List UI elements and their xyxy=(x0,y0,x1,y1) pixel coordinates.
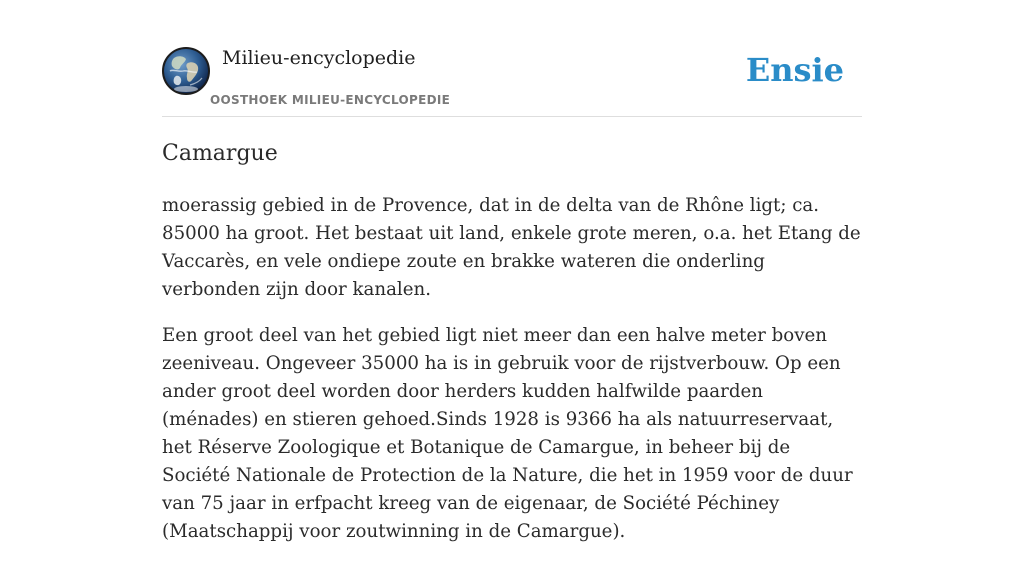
article-paragraph: Een groot deel van het gebied ligt niet meer dan een halve meter boven zeeniveau. Ongeveer 35000 ha is in gebruik voor de rijstverbouw. Op een ander groot deel worden door herders kudden halfwilde paarden (ménades) en stieren gehoed.Sinds 1928 is 9366 ha als natuurreservaat, het Réserve Zoologique et Botanique de Camargue, in beheer bij de Société Nationale de Protection de la Nature, die het in 1959 voor de duur van 75 jaar in erfpacht kreeg van de eigenaar, de Société Péchiney (Maatschappij voor zoutwinning in de Camargue). xyxy=(162,325,853,542)
site-name[interactable]: Milieu-encyclopedie xyxy=(222,47,416,69)
article-paragraph: moerassig gebied in de Provence, dat in de delta van de Rhône ligt; ca. 85000 ha groot. Het bestaat uit land, enkele grote meren, o.a. het Etang de Vaccarès, en vele ondiepe zoute en brakke wateren die onderling verbonden zijn door kanalen. xyxy=(162,195,861,300)
article-title: Camargue xyxy=(162,141,278,166)
ensie-brand-link[interactable]: Ensie xyxy=(745,51,844,89)
site-header xyxy=(162,46,862,117)
site-subtitle: OOSTHOEK MILIEU-ENCYCLOPEDIE xyxy=(210,93,451,107)
earth-globe-graphic xyxy=(164,49,208,93)
earth-globe-icon[interactable] xyxy=(162,47,210,95)
article-body xyxy=(162,192,862,564)
